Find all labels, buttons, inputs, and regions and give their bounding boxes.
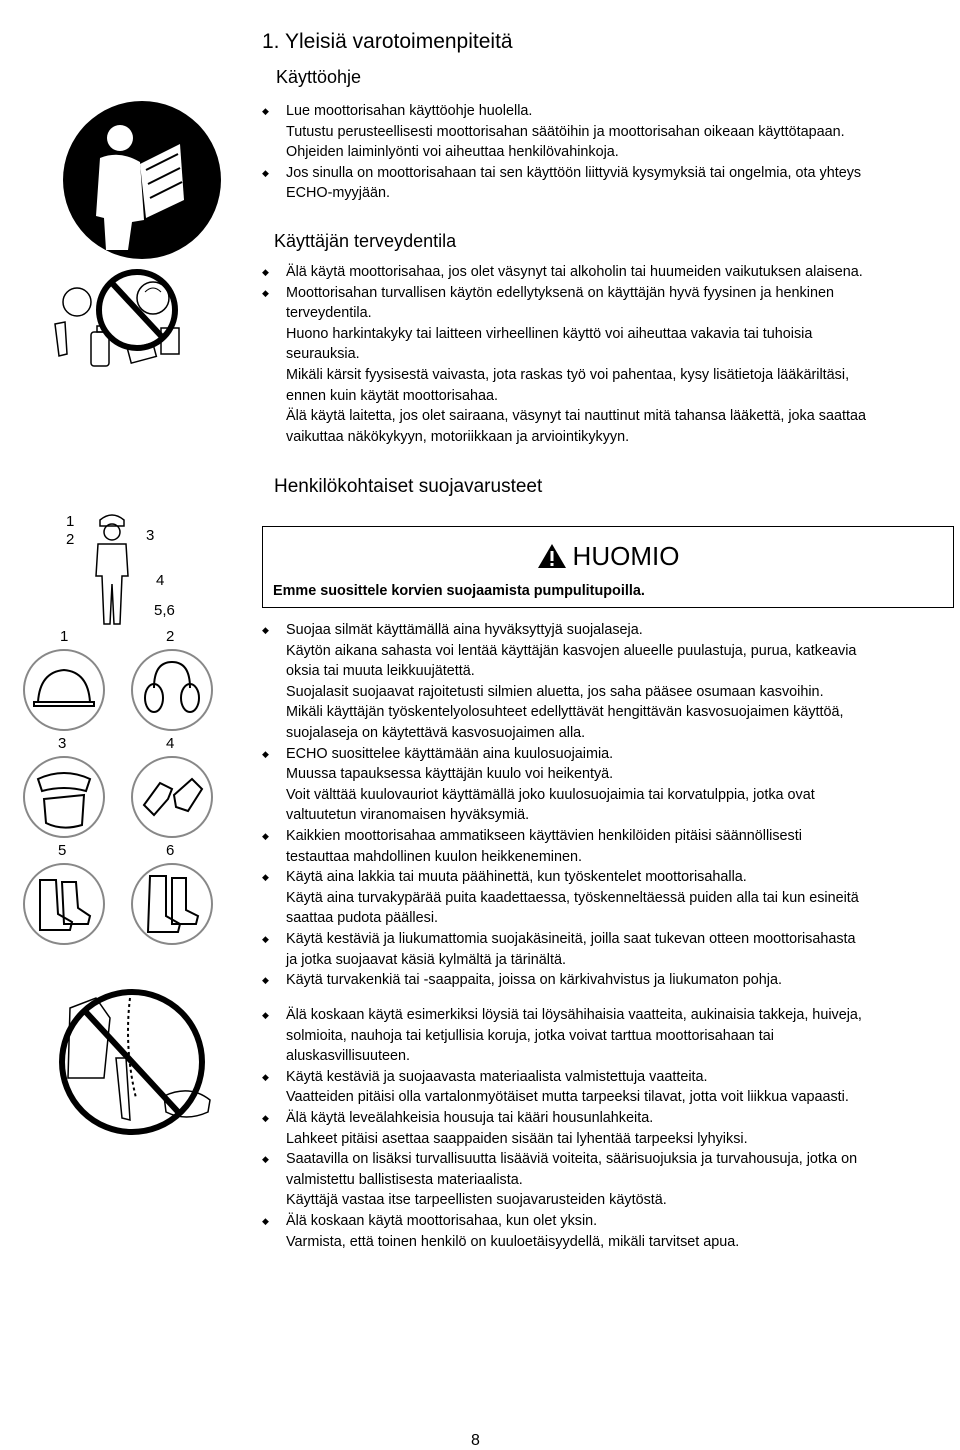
list-item <box>262 929 952 970</box>
list-line: Suojaa silmät käyttämällä aina hyväksyttyjä suojalaseja. <box>286 622 643 638</box>
ear-muffs-icon <box>130 648 214 732</box>
list-line: ECHO-myyjään. <box>286 185 390 202</box>
list-line: ECHO suosittelee käyttämään aina kuulosuojaimia. <box>286 745 614 762</box>
diamond-bullet-icon: ◆ <box>262 830 269 841</box>
list-line: Älä käytä leveälahkeisia housuja tai kääri housunlahkeita. <box>286 1109 654 1126</box>
figure-number-1: 1 <box>66 513 75 530</box>
list-line: oksia tai muuta leikkuujätettä. <box>286 663 475 680</box>
list-line: Mikäli käyttäjän työskentelyolosuhteet edellyttävät hengittävän kasvosuojaimen käyttöä, <box>286 704 844 721</box>
list-line: ennen kuin käytät moottorisahaa. <box>286 387 498 404</box>
list-line: Vaatteiden pitäisi olla vartalonmyötäiset mutta tarpeeksi tilavat, jotta voit liikkua vapaasti. <box>286 1089 849 1106</box>
list-item <box>262 1005 952 1067</box>
grid-number-1: 1 <box>60 628 69 645</box>
diamond-bullet-icon: ◆ <box>262 287 269 298</box>
list-line: saattaa pudota päällesi. <box>286 910 439 927</box>
list-item <box>262 283 952 448</box>
list-item <box>262 163 952 204</box>
notice-title <box>263 541 953 572</box>
list-item <box>262 970 952 991</box>
list-line: seurauksia. <box>286 346 360 363</box>
diamond-bullet-icon: ◆ <box>262 625 269 635</box>
list-line: aluskasvillisuuteen. <box>286 1048 410 1065</box>
operator-ppe-figure <box>88 512 138 630</box>
list-line: Käytä kestäviä ja suojaavasta materiaalista valmistettuja vaatteita. <box>286 1068 708 1085</box>
section-heading-health: Käyttäjän terveydentila <box>274 231 457 251</box>
page-number: 8 <box>471 1432 480 1449</box>
read-manual-icon <box>62 100 222 260</box>
list-line: Älä koskaan käytä esimerkiksi löysiä tai löysähihaisia vaatteita, aukinaisia takkeja, huiveja, <box>286 1007 862 1023</box>
list-line: Lue moottorisahan käyttöohje huolella. <box>286 103 533 119</box>
grid-number-3: 3 <box>58 735 67 752</box>
list-line: Käytön aikana sahasta voi lentää käyttäjän kasvojen alueelle puulastuja, purua, katkeavia <box>286 642 857 659</box>
list-line: Moottorisahan turvallisen käytön edellytyksenä on käyttäjän hyvä fyysinen ja henkinen <box>286 284 834 301</box>
diamond-bullet-icon: ◆ <box>262 1071 269 1082</box>
list-line: Lahkeet pitäisi asettaa saappaiden sisään tai lyhentää tarpeeksi lyhyiksi. <box>286 1130 748 1147</box>
list-line: Ohjeiden laiminlyönti voi aiheuttaa henkilövahinkoja. <box>286 144 619 161</box>
diamond-bullet-icon: ◆ <box>262 1154 269 1165</box>
list-line: Käytä turvakenkiä tai -saappaita, joissa on kärkivahvistus ja liukumaton pohja. <box>286 972 782 989</box>
safety-boots-icon <box>22 862 106 946</box>
ppe-clothing-list <box>262 1005 952 1252</box>
list-line: valtuutetun viranomaisen hyväksymiä. <box>286 807 530 824</box>
list-line: Älä käytä laitetta, jos olet sairaana, väsynyt tai nauttinut mitä tahansa lääkettä, joka saattaa <box>286 408 866 425</box>
diamond-bullet-icon: ◆ <box>262 933 269 944</box>
notice-title-text: HUOMIO <box>572 541 680 571</box>
list-item <box>262 1149 952 1211</box>
grid-number-2: 2 <box>166 628 175 645</box>
list-line: Varmista, että toinen henkilö on kuuloetäisyydellä, mikäli tarvitset apua. <box>286 1233 740 1250</box>
list-line: Käytä kestäviä ja liukumattomia suojakäsineitä, joilla saat tukevan otteen moottorisahasta <box>286 930 856 947</box>
list-item <box>262 1067 952 1108</box>
list-item <box>262 1108 952 1149</box>
ppe-list <box>262 620 952 991</box>
list-line: valmistettu ballistisesta materiaalista. <box>286 1171 523 1188</box>
gloves-icon <box>130 755 214 839</box>
list-line: Jos sinulla on moottorisahaan tai sen käyttöön liittyviä kysymyksiä tai ongelmia, ota yhteys <box>286 164 862 181</box>
list-item <box>262 1211 952 1252</box>
diamond-bullet-icon: ◆ <box>262 1010 269 1020</box>
list-line: ja jotka suojaavat käsiä kylmältä ja tärinältä. <box>286 951 566 968</box>
list-item <box>262 101 952 163</box>
diamond-bullet-icon: ◆ <box>262 167 269 178</box>
no-alcohol-drugs-illustration <box>45 258 195 378</box>
grid-number-5: 5 <box>58 842 67 859</box>
list-line: testauttaa mahdollinen kuulon heikkeneminen. <box>286 848 583 865</box>
diamond-bullet-icon: ◆ <box>262 748 269 759</box>
page-title: 1. Yleisiä varotoimenpiteitä <box>262 30 513 53</box>
list-line: Huono harkintakyky tai laitteen virheellinen käyttö voi aiheuttaa vakavia tai tuhoisia <box>286 325 813 342</box>
warning-triangle-icon <box>537 543 567 569</box>
diamond-bullet-icon: ◆ <box>262 1215 269 1226</box>
grid-number-6: 6 <box>166 842 175 859</box>
figure-number-3: 3 <box>146 527 155 544</box>
diamond-bullet-icon: ◆ <box>262 267 269 277</box>
list-line: suojalaseja on käytettävä kasvosuojaimen alla. <box>286 724 586 741</box>
list-item <box>262 262 952 283</box>
diamond-bullet-icon: ◆ <box>262 975 269 986</box>
list-line: Käytä aina lakkia tai muuta päähinettä, kun työskentelet moottorisahalla. <box>286 869 747 886</box>
figure-number-5-6: 5,6 <box>154 602 175 619</box>
list-item <box>262 867 952 929</box>
grid-number-4: 4 <box>166 735 175 752</box>
figure-number-2: 2 <box>66 531 75 548</box>
list-line: Älä käytä moottorisahaa, jos olet väsynyt tai alkoholin tai huumeiden vaikutuksen alaisena. <box>286 264 863 280</box>
diamond-bullet-icon: ◆ <box>262 872 269 883</box>
list-line: Saatavilla on lisäksi turvallisuutta lisääviä voiteita, säärisuojuksia ja turvahousuja, jotka on <box>286 1151 858 1168</box>
loose-clothing-warning-illustration <box>40 988 220 1136</box>
list-line: vaikuttaa näkökykyyn, motoriikkaan ja arviointikykyyn. <box>286 428 630 445</box>
list-line: Suojalasit suojaavat rajoitetusti silmien aluetta, jos saha pääsee osumaan kasvoihin. <box>286 683 824 700</box>
helmet-icon <box>22 648 106 732</box>
list-line: Käyttäjä vastaa itse tarpeellisten suojavarusteiden käytöstä. <box>286 1192 667 1209</box>
list-line: Muussa tapauksessa käyttäjän kuulo voi heikentyä. <box>286 766 614 783</box>
list-line: Tutustu perusteellisesti moottorisahan säätöihin ja moottorisahan oikeaan käyttötapaan. <box>286 123 845 140</box>
list-item <box>262 620 952 744</box>
list-line: solmioita, nauhoja tai ketjullisia koruja, jotka voivat tarttua moottorisahaan tai <box>286 1027 774 1044</box>
list-item <box>262 826 952 867</box>
list-line: terveydentila. <box>286 305 372 322</box>
list-line: Kaikkien moottorisahaa ammatikseen käyttävien henkilöiden pitäisi säännöllisesti <box>286 827 802 844</box>
list-line: Käytä aina turvakypärää puita kaadettaessa, työskenneltäessä puiden alla tai kun esineitä <box>286 889 859 906</box>
notice-text: Emme suosittele korvien suojaamista pumpulitupoilla. <box>273 583 645 599</box>
manual-list <box>262 101 952 204</box>
rubber-boots-icon <box>130 862 214 946</box>
diamond-bullet-icon: ◆ <box>262 106 269 116</box>
goggles-faceshield-icon <box>22 755 106 839</box>
list-line: Voit välttää kuulovauriot käyttämällä joko kuulosuojaimia tai korvatulppia, jotka ovat <box>286 786 815 803</box>
section-heading-ppe: Henkilökohtaiset suojavarusteet <box>274 476 543 497</box>
health-list <box>262 262 952 447</box>
list-line: Mikäli kärsit fyysisestä vaivasta, jota raskas työ voi pahentaa, kysy lisätietoja lääkäriltäsi, <box>286 366 850 383</box>
caution-notice <box>262 526 954 608</box>
figure-number-4: 4 <box>156 572 165 589</box>
list-item <box>262 744 952 826</box>
diamond-bullet-icon: ◆ <box>262 1112 269 1123</box>
list-line: Älä koskaan käytä moottorisahaa, kun olet yksin. <box>286 1212 598 1229</box>
section-heading-manual: Käyttöohje <box>276 67 362 87</box>
